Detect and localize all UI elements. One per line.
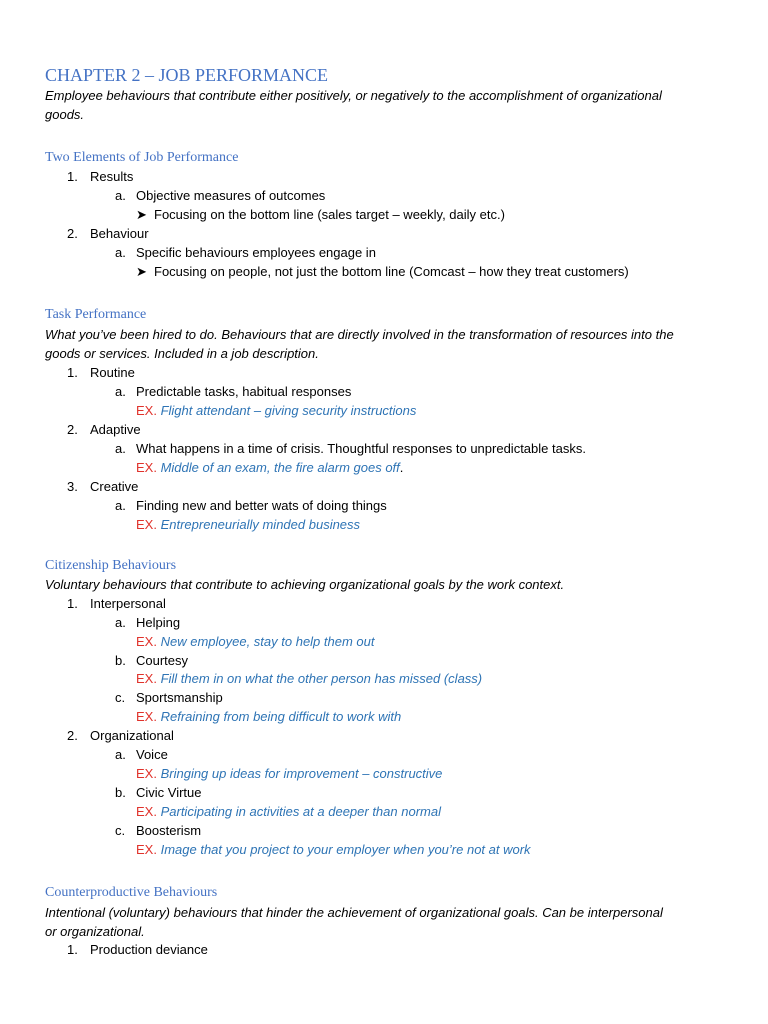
list-item: Civic Virtue <box>136 785 202 800</box>
list-number: 2. <box>67 226 78 241</box>
list-item: Predictable tasks, habitual responses <box>136 384 352 399</box>
list-letter: b. <box>115 653 126 668</box>
section-heading-task: Task Performance <box>45 307 147 322</box>
list-number: 2. <box>67 728 78 743</box>
definition-line-1: What you’ve been hired to do. Behaviours that are directly involved in the transformation of resources into the <box>45 327 674 342</box>
list-item: Production deviance <box>90 942 208 957</box>
list-item: Finding new and better wats of doing things <box>136 498 387 513</box>
list-item: What happens in a time of crisis. Thoughtful responses to unpredictable tasks. <box>136 441 586 456</box>
list-letter: a. <box>115 188 126 203</box>
example-line: EX. New employee, stay to help them out <box>136 634 375 649</box>
list-item: Results <box>90 169 134 184</box>
definition-line: Voluntary behaviours that contribute to achieving organizational goals by the work context. <box>45 577 565 592</box>
list-item: Organizational <box>90 728 174 743</box>
list-item: Boosterism <box>136 823 202 838</box>
example-line: EX. Flight attendant – giving security instructions <box>136 403 417 418</box>
example-line: EX. Fill them in on what the other person has missed (class) <box>136 671 483 686</box>
example-line: EX. Entrepreneurially minded business <box>136 517 361 532</box>
list-item: Behaviour <box>90 226 149 241</box>
definition-line-2: or organizational. <box>45 924 145 939</box>
list-letter: a. <box>115 384 126 399</box>
list-letter: b. <box>115 785 126 800</box>
list-item: Creative <box>90 479 139 494</box>
list-item: Specific behaviours employees engage in <box>136 245 376 260</box>
list-letter: c. <box>115 690 126 705</box>
definition-line-2: goods or services. Included in a job description. <box>45 346 319 361</box>
list-item: Courtesy <box>136 653 189 668</box>
bullet-item: ➤ Focusing on the bottom line (sales target – weekly, daily etc.) <box>136 207 505 222</box>
list-number: 1. <box>67 942 78 957</box>
list-item: Interpersonal <box>90 596 166 611</box>
list-item: Objective measures of outcomes <box>136 188 326 203</box>
list-letter: a. <box>115 245 126 260</box>
chapter-title: CHAPTER 2 – JOB PERFORMANCE <box>45 65 329 85</box>
example-line: EX. Refraining from being difficult to work with <box>136 709 402 724</box>
list-letter: c. <box>115 823 126 838</box>
list-number: 3. <box>67 479 78 494</box>
list-letter: a. <box>115 747 126 762</box>
arrow-bullet-icon: ➤ <box>136 207 147 222</box>
list-letter: a. <box>115 441 126 456</box>
bullet-item: ➤ Focusing on people, not just the bottom line (Comcast – how they treat customers) <box>136 264 629 279</box>
definition-line-1: Intentional (voluntary) behaviours that hinder the achievement of organizational goals. Can be interpersonal <box>45 905 663 920</box>
intro-line-1: Employee behaviours that contribute either positively, or negatively to the accomplishment of organizational <box>45 88 662 103</box>
example-line: EX. Participating in activities at a deeper than normal <box>136 804 441 819</box>
list-item: Routine <box>90 365 135 380</box>
section-heading-counterproductive: Counterproductive Behaviours <box>45 885 218 900</box>
list-item: Sportsmanship <box>136 690 223 705</box>
section-heading-citizenship: Citizenship Behaviours <box>45 558 177 573</box>
example-line: EX. Image that you project to your employer when you’re not at work <box>136 842 531 857</box>
list-item: Adaptive <box>90 422 141 437</box>
list-number: 1. <box>67 169 78 184</box>
list-number: 2. <box>67 422 78 437</box>
list-number: 1. <box>67 365 78 380</box>
arrow-bullet-icon: ➤ <box>136 264 147 279</box>
list-letter: a. <box>115 498 126 513</box>
intro-line-2: goods. <box>45 107 85 122</box>
list-letter: a. <box>115 615 126 630</box>
list-item: Helping <box>136 615 181 630</box>
example-line: EX. Middle of an exam, the fire alarm goes off. <box>136 460 404 475</box>
list-number: 1. <box>67 596 78 611</box>
example-line: EX. Bringing up ideas for improvement – constructive <box>136 766 443 781</box>
section-heading-two-elements: Two Elements of Job Performance <box>45 150 239 165</box>
list-item: Voice <box>136 747 168 762</box>
